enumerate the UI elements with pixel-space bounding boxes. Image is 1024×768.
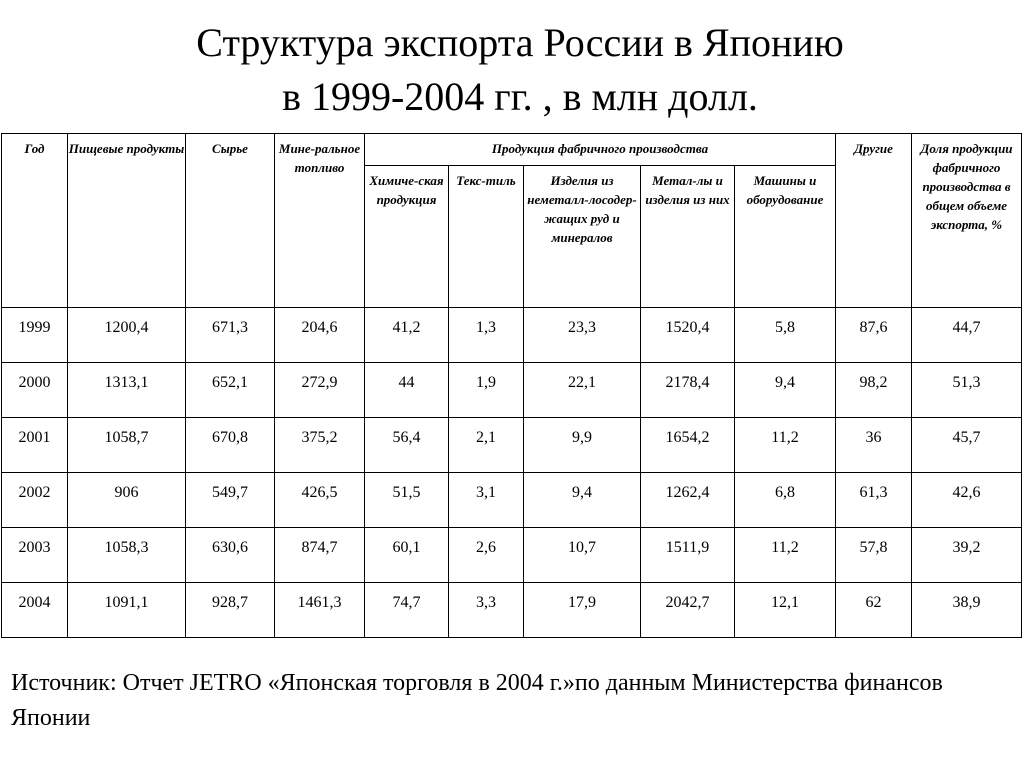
table-row [2, 418, 1022, 473]
cell-chemical: 44 [365, 363, 449, 418]
cell-food: 1091,1 [68, 583, 186, 638]
cell-other: 61,3 [836, 473, 912, 528]
cell-year: 2000 [2, 363, 68, 418]
cell-fuel: 204,6 [275, 308, 365, 363]
header-textile: Текс-тиль [449, 166, 524, 308]
cell-fuel: 375,2 [275, 418, 365, 473]
cell-raw: 670,8 [186, 418, 275, 473]
page-title-line-2: в 1999-2004 гг. , в млн долл. [282, 74, 758, 119]
cell-machinery: 11,2 [735, 528, 836, 583]
cell-other: 98,2 [836, 363, 912, 418]
cell-machinery: 12,1 [735, 583, 836, 638]
cell-textile: 1,9 [449, 363, 524, 418]
cell-fuel: 1461,3 [275, 583, 365, 638]
cell-year: 2002 [2, 473, 68, 528]
cell-machinery: 5,8 [735, 308, 836, 363]
cell-textile: 3,3 [449, 583, 524, 638]
cell-share: 39,2 [912, 528, 1022, 583]
cell-share: 51,3 [912, 363, 1022, 418]
cell-metals: 1262,4 [641, 473, 735, 528]
page-title-line-1: Структура экспорта России в Японию [196, 20, 844, 65]
table-row [2, 528, 1022, 583]
cell-chemical: 60,1 [365, 528, 449, 583]
cell-metals: 1654,2 [641, 418, 735, 473]
table-row [2, 363, 1022, 418]
cell-share: 42,6 [912, 473, 1022, 528]
cell-metals: 2178,4 [641, 363, 735, 418]
cell-food: 1313,1 [68, 363, 186, 418]
header-metals: Метал-лы и изделия из них [641, 166, 735, 308]
cell-food: 1058,3 [68, 528, 186, 583]
cell-food: 1058,7 [68, 418, 186, 473]
export-structure-table [1, 133, 1022, 638]
cell-food: 906 [68, 473, 186, 528]
cell-fuel: 874,7 [275, 528, 365, 583]
cell-metals: 2042,7 [641, 583, 735, 638]
header-chemical: Химиче-ская продукция [365, 166, 449, 308]
cell-textile: 3,1 [449, 473, 524, 528]
cell-chemical: 56,4 [365, 418, 449, 473]
cell-raw: 630,6 [186, 528, 275, 583]
header-nonmetal-products: Изделия из неметалл-лосодер-жащих руд и минералов [524, 166, 641, 308]
cell-nonmetal: 22,1 [524, 363, 641, 418]
cell-raw: 652,1 [186, 363, 275, 418]
header-manufactured-share: Доля продукции фабричного производства в общем объеме экспорта, % [912, 134, 1022, 308]
header-other: Другие [836, 134, 912, 308]
cell-raw: 549,7 [186, 473, 275, 528]
cell-raw: 671,3 [186, 308, 275, 363]
header-mineral-fuel: Мине-ральное топливо [275, 134, 365, 308]
cell-textile: 2,1 [449, 418, 524, 473]
cell-textile: 2,6 [449, 528, 524, 583]
cell-textile: 1,3 [449, 308, 524, 363]
cell-nonmetal: 9,9 [524, 418, 641, 473]
cell-nonmetal: 17,9 [524, 583, 641, 638]
source-note: Источник: Отчет JETRO «Японская торговля в 2004 г.»по данным Министерства финансов Японии [11, 670, 943, 731]
cell-other: 87,6 [836, 308, 912, 363]
cell-year: 2001 [2, 418, 68, 473]
cell-metals: 1520,4 [641, 308, 735, 363]
header-machinery: Машины и оборудование [735, 166, 836, 308]
cell-year: 2004 [2, 583, 68, 638]
header-year: Год [2, 134, 68, 308]
table-row [2, 473, 1022, 528]
cell-machinery: 9,4 [735, 363, 836, 418]
cell-raw: 928,7 [186, 583, 275, 638]
cell-machinery: 11,2 [735, 418, 836, 473]
cell-nonmetal: 23,3 [524, 308, 641, 363]
cell-other: 62 [836, 583, 912, 638]
cell-share: 38,9 [912, 583, 1022, 638]
cell-year: 1999 [2, 308, 68, 363]
cell-share: 45,7 [912, 418, 1022, 473]
cell-nonmetal: 9,4 [524, 473, 641, 528]
cell-other: 36 [836, 418, 912, 473]
header-row-1 [2, 134, 1022, 166]
cell-other: 57,8 [836, 528, 912, 583]
cell-machinery: 6,8 [735, 473, 836, 528]
header-raw-materials: Сырье [186, 134, 275, 308]
cell-year: 2003 [2, 528, 68, 583]
header-food: Пищевые продукты [68, 134, 186, 308]
cell-share: 44,7 [912, 308, 1022, 363]
table-row [2, 308, 1022, 363]
cell-food: 1200,4 [68, 308, 186, 363]
cell-fuel: 272,9 [275, 363, 365, 418]
cell-metals: 1511,9 [641, 528, 735, 583]
table-row [2, 583, 1022, 638]
cell-chemical: 74,7 [365, 583, 449, 638]
cell-chemical: 51,5 [365, 473, 449, 528]
cell-fuel: 426,5 [275, 473, 365, 528]
cell-chemical: 41,2 [365, 308, 449, 363]
cell-nonmetal: 10,7 [524, 528, 641, 583]
header-manufactured-group: Продукция фабричного производства [365, 134, 836, 166]
